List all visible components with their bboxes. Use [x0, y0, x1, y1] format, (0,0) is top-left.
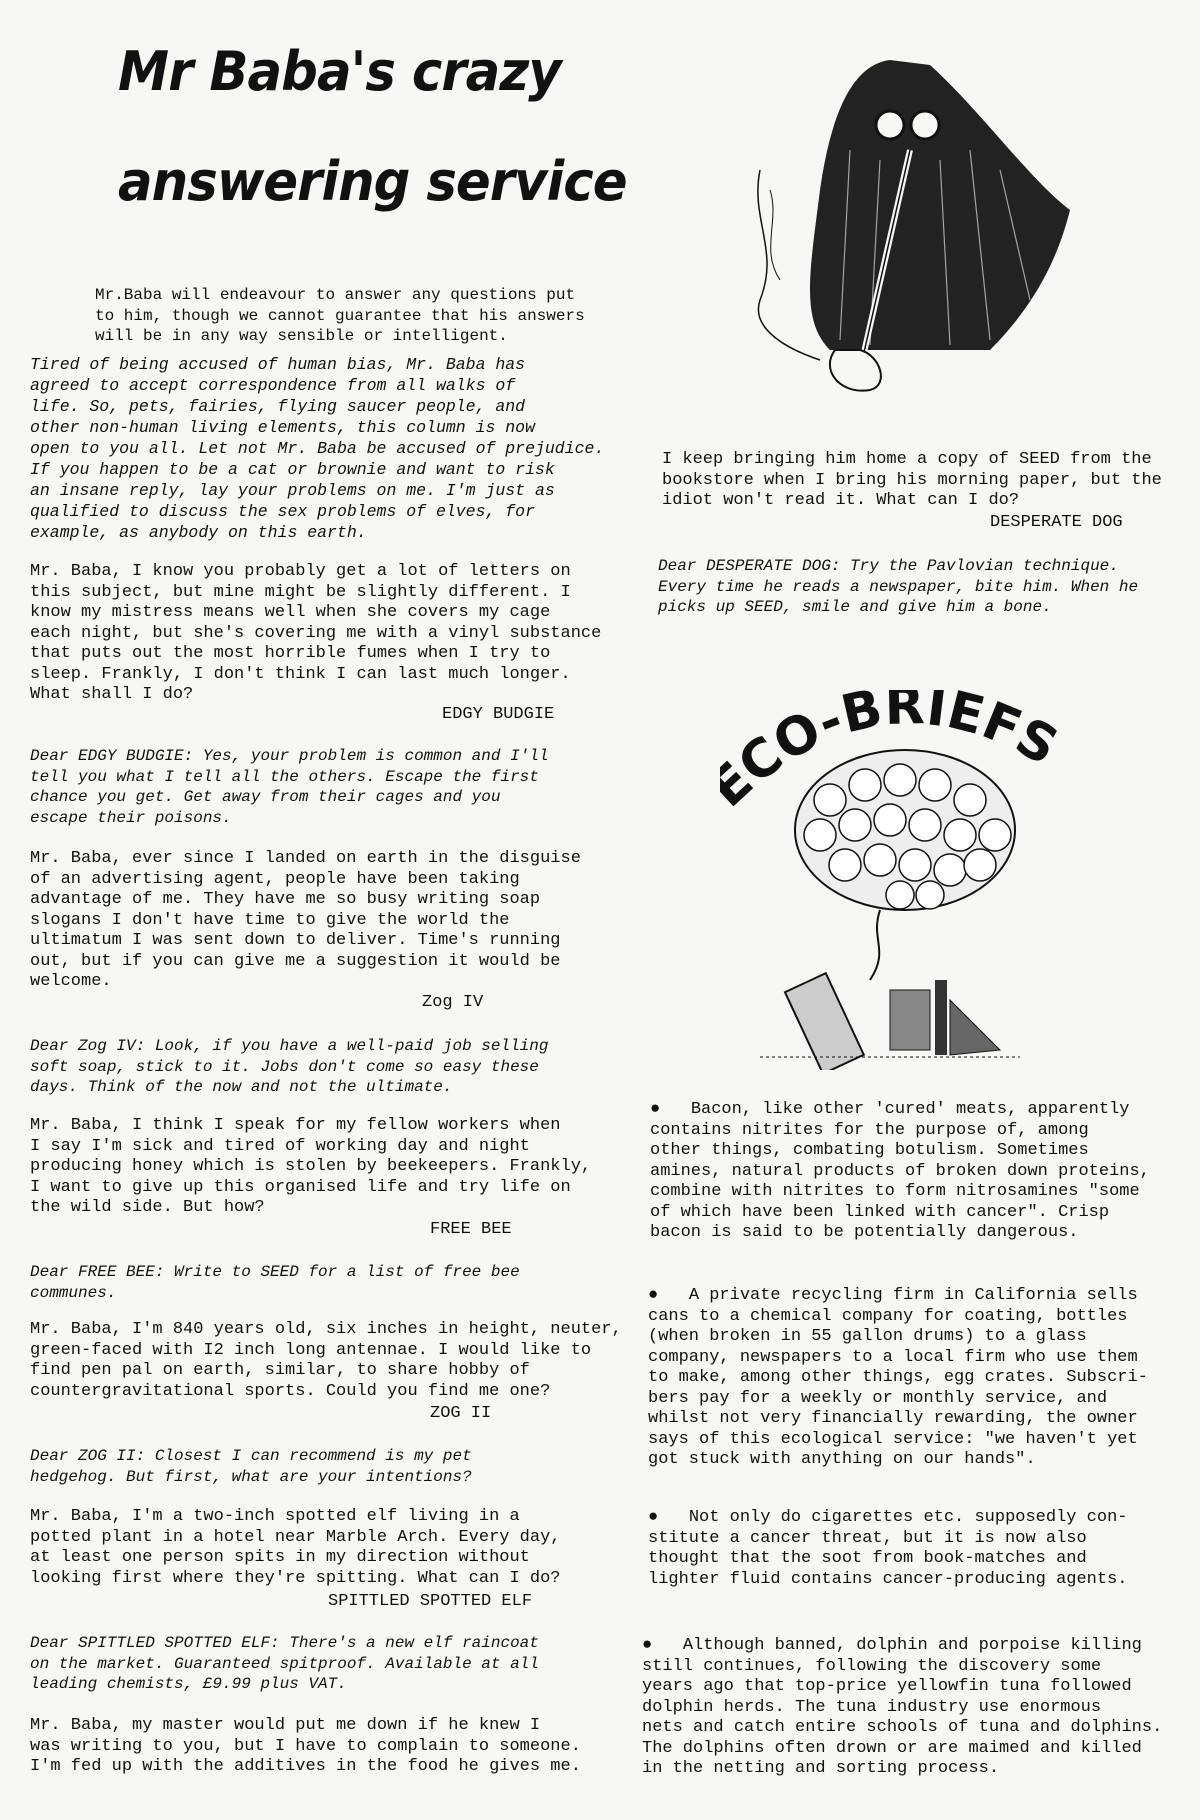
letter-5-signature: SPITTLED SPOTTED ELF [328, 1592, 533, 1611]
letter-7-signature: DESPERATE DOG [990, 513, 1123, 532]
letter-3: Mr. Baba, I think I speak for my fellow workers when I say I'm sick and tired of working day and night producing honey which is stolen by beekeepers. Frankly, I want to give up this organised life and try life on the wild side. But how? [30, 1116, 592, 1217]
eco-brief-item: ● Not only do cigarettes etc. supposedly con- stitute a cancer threat, but it is now also thought that the soot from book-matches and lighter fluid contains cancer-producing agents. [648, 1508, 1128, 1589]
bullet-icon: ● [642, 1636, 683, 1655]
title-line-2: answering service [118, 150, 627, 213]
letter-4-signature: ZOG II [430, 1404, 492, 1423]
eco-brief-item: ● Although banned, dolphin and porpoise killing still continues, following the discovery some years ago that top-price yellowfin tuna followed dolphin herds. The tuna industry use enormous nets and catch entire schools of tuna and dolphins. The dolphins often drown or are maimed and killed in the netting and sorting process. [642, 1636, 1163, 1778]
answer-1: Dear EDGY BUDGIE: Yes, your problem is common and I'll tell you what I tell all the others. Escape the first chance you get. Get away from their cages and you escape their poisons. [30, 747, 549, 827]
title-line-1: Mr Baba's crazy [118, 40, 561, 103]
answer-3: Dear FREE BEE: Write to SEED for a list of free bee communes. [30, 1263, 520, 1302]
bullet-icon: ● [648, 1286, 689, 1305]
eco-briefs-illustration [720, 690, 1060, 1070]
bullet-icon: ● [650, 1100, 691, 1119]
answer-2: Dear Zog IV: Look, if you have a well-paid job selling soft soap, stick to it. Jobs don't come so easy these days. Think of the now and not the ultimate. [30, 1037, 549, 1096]
preface-text: Tired of being accused of human bias, Mr. Baba has agreed to accept correspondence from all walks of life. So, pets, fairies, flying saucer people, and other non-human living elements, this column is now open to you all. Let not Mr. Baba be accused of prejudice. If you happen to be a cat or brownie and want to risk an insane reply, lay your problems on me. I'm just as qualified to discuss the sex problems of elves, for example, as anybody on this earth. [30, 355, 605, 542]
bullet-icon: ● [648, 1508, 689, 1527]
answer-5: Dear SPITTLED SPOTTED ELF: There's a new elf raincoat on the market. Guaranteed spitproof. Available at all leading chemists, £9.99 plus VAT. [30, 1634, 539, 1693]
letter-1: Mr. Baba, I know you probably get a lot of letters on this subject, but mine might be slightly different. I know my mistress means well when she covers my cage each night, but she's covering me with a vinyl substance that puts out the most horrible fumes when I try to sleep. Frankly, I don't think I can last much longer. What shall I do? [30, 562, 602, 704]
mr-baba-illustration [740, 50, 1080, 450]
letter-2: Mr. Baba, ever since I landed on earth in the disguise of an advertising agent, people have been taking advantage of me. They have me so busy writing soap slogans I don't have time to give the world the ultimatum I was sent down to deliver. Time's running out, but if you can give me a suggestion it would be welcome. [30, 849, 581, 991]
letter-1-signature: EDGY BUDGIE [442, 705, 555, 724]
letter-4: Mr. Baba, I'm 840 years old, six inches in height, neuter, green-faced with I2 inch long antennae. I would like to find pen pal on earth, similar, to share hobby of countergravitational sports. Could you find me one? [30, 1320, 622, 1401]
eco-brief-item: ● A private recycling firm in California sells cans to a chemical company for coating, bottles (when broken in 55 gallon drums) to a glass company, newspapers to a local firm who use them to make, among other things, egg crates. Subscri- bers pay for a weekly or monthly service, and whilst not very financially rewarding, the owner says of this ecological service: "we haven't yet got stuck with anything on our hands". [648, 1286, 1148, 1469]
eco-briefs-heading [720, 690, 1060, 1070]
letter-5: Mr. Baba, I'm a two-inch spotted elf living in a potted plant in a hotel near Marble Arch. Every day, at least one person spits in my direction without looking first where they're spitting. What can I do? [30, 1507, 561, 1588]
letter-7: I keep bringing him home a copy of SEED from the bookstore when I bring his morning paper, but the idiot won't read it. What can I do? [662, 450, 1162, 510]
letter-6: Mr. Baba, my master would put me down if he knew I was writing to you, but I have to complain to someone. I'm fed up with the additives in the food he gives me. [30, 1716, 581, 1776]
answer-4: Dear ZOG II: Closest I can recommend is my pet hedgehog. But first, what are your intentions? [30, 1447, 472, 1486]
letter-3-signature: FREE BEE [430, 1220, 512, 1239]
eco-brief-item: ● Bacon, like other 'cured' meats, apparently contains nitrites for the purpose of, among other things, combating botulism. Sometimes amines, natural products of broken down proteins, combine with nitrites to form nitrosamines "some of which have been linked with cancer". Crisp bacon is said to be potentially dangerous. [650, 1100, 1150, 1242]
intro-text: Mr.Baba will endeavour to answer any questions put to him, though we cannot guarantee that his answers will be in any way sensible or intelligent. [95, 286, 585, 345]
answer-7: Dear DESPERATE DOG: Try the Pavlovian technique. Every time he reads a newspaper, bite him. When he picks up SEED, smile and give him a bone. [658, 557, 1139, 616]
eco-briefs-heading-text: CO-BRIEF [727, 690, 1030, 796]
letter-2-signature: Zog IV [422, 993, 484, 1012]
